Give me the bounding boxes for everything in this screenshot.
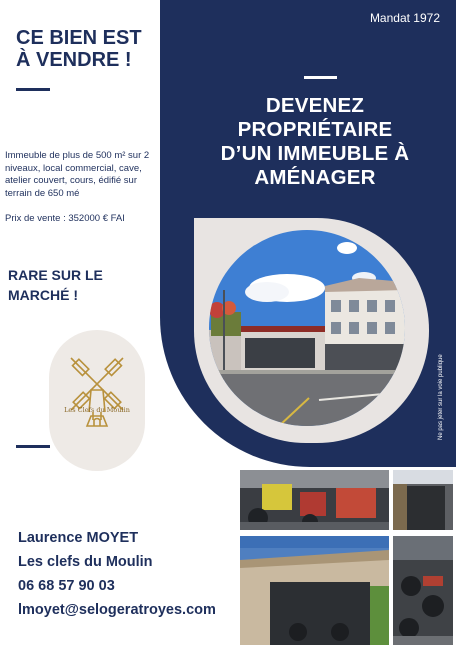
sale-title-line-1: CE BIEN EST [16, 27, 142, 49]
contact-block [18, 526, 216, 622]
photo-garage-interior [240, 470, 389, 530]
divider-top-left [16, 88, 50, 91]
rare-callout [8, 265, 103, 305]
divider-bottom-left [16, 445, 50, 448]
property-description: Immeuble de plus de 500 m² sur 2 niveaux, local commercial, cave, atelier couvert, cours, édifié sur terrain de 650 mé [5, 150, 150, 199]
windmill-icon [49, 330, 145, 471]
logo-text: Les Clefs du Moulin [64, 406, 130, 414]
sale-price: Prix de vente : 352000 € FAI [5, 213, 125, 224]
photo-motorcycles [393, 536, 453, 645]
sale-title [16, 27, 142, 71]
contact-phone[interactable]: 06 68 57 90 03 [18, 578, 115, 594]
building-photo [209, 230, 405, 426]
contact-email[interactable]: lmoyet@selogeratroyes.com [18, 602, 216, 618]
mandate-number: Mandat 1972 [369, 11, 440, 25]
rare-callout-line-1: RARE SUR LE [8, 267, 103, 283]
headline-line-4: AMÉNAGER [254, 166, 376, 189]
headline-line-1: DEVENEZ [265, 94, 365, 117]
headline-line-2: PROPRIÉTAIRE [237, 118, 393, 141]
sale-title-line-2: À VENDRE ! [16, 49, 132, 71]
main-headline [180, 94, 450, 190]
disposal-notice: Ne pas jeter sur la voie publique [438, 354, 444, 440]
photo-warehouse [240, 536, 389, 645]
agency-logo [49, 330, 145, 471]
rare-callout-line-2: MARCHÉ ! [8, 287, 78, 303]
contact-name: Laurence MOYET [18, 530, 139, 546]
contact-agency: Les clefs du Moulin [18, 554, 153, 570]
headline-line-3: D’UN IMMEUBLE À [220, 142, 410, 165]
divider-white [304, 76, 337, 79]
photo-storage-door [393, 470, 453, 530]
